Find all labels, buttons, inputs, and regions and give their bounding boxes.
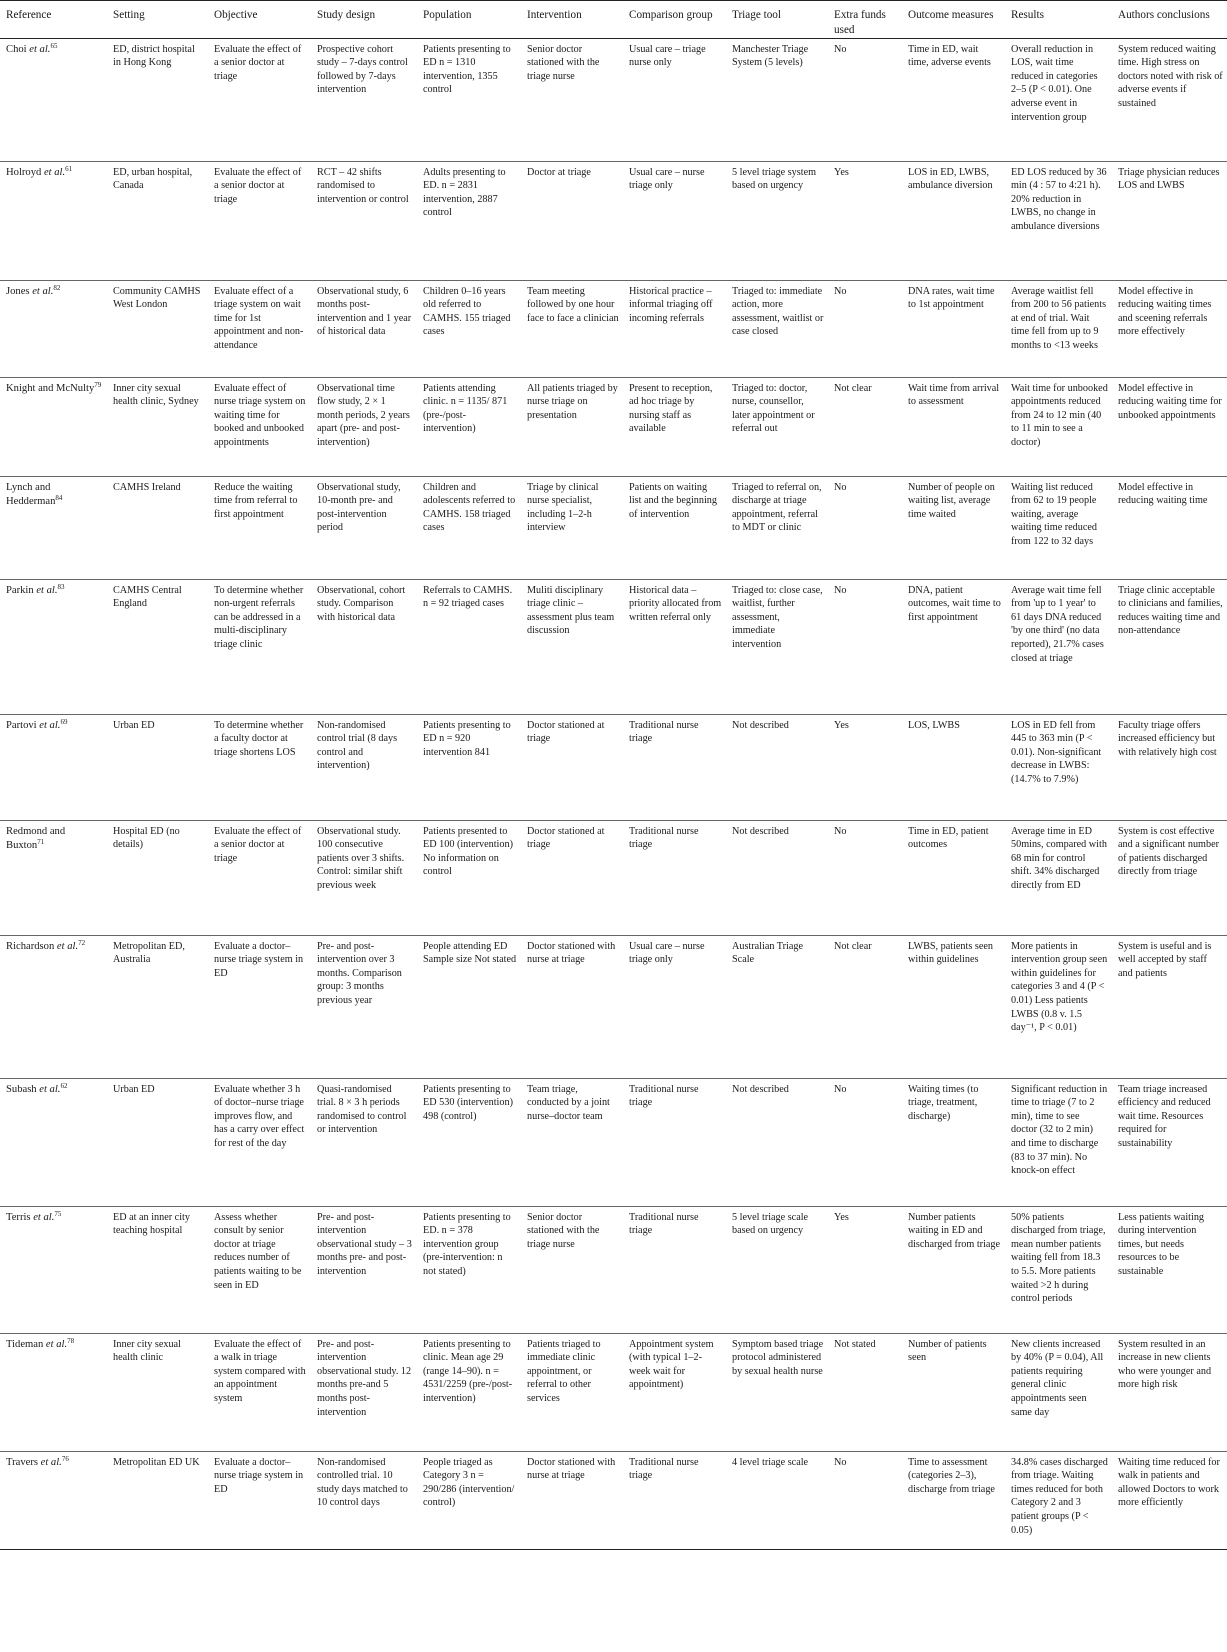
- reference-citation-number: 76: [61, 1454, 69, 1463]
- cell-objective: Reduce the waiting time from referral to first appointment: [208, 476, 311, 579]
- cell-objective: Evaluate the effect of a walk in triage system compared with an appointment system: [208, 1333, 311, 1451]
- cell-design: Observational time flow study, 2 × 1 month periods, 2 years apart (pre- and post-intervention): [311, 377, 417, 476]
- cell-objective: Evaluate the effect of a senior doctor at triage: [208, 820, 311, 935]
- cell-comparison: Historical practice – informal triaging off incoming referrals: [623, 280, 726, 377]
- cell-objective: Evaluate effect of a triage system on wait time for 1st appointment and non-attendance: [208, 280, 311, 377]
- cell-reference: [0, 377, 107, 476]
- cell-design: Observational study, 10-month pre- and post-intervention period: [311, 476, 417, 579]
- cell-conclusions: Team triage increased efficiency and reduced wait time. Resources required for sustainability: [1112, 1078, 1227, 1206]
- cell-setting: Inner city sexual health clinic, Sydney: [107, 377, 208, 476]
- reference-citation-number: 78: [67, 1336, 75, 1345]
- cell-population: People attending ED Sample size Not stated: [417, 935, 521, 1078]
- reference-author: Terris: [6, 1211, 31, 1223]
- cell-comparison: Historical data – priority allocated from written referral only: [623, 579, 726, 714]
- cell-intervention: Muliti disciplinary triage clinic – assessment plus team discussion: [521, 579, 623, 714]
- cell-setting: ED, district hospital in Hong Kong: [107, 38, 208, 161]
- cell-reference: [0, 38, 107, 161]
- table-row: [0, 820, 1227, 935]
- cell-funds: Yes: [828, 714, 902, 820]
- cell-design: Observational, cohort study. Comparison with historical data: [311, 579, 417, 714]
- cell-comparison: Usual care – nurse triage only: [623, 161, 726, 280]
- cell-tool: Australian Triage Scale: [726, 935, 828, 1078]
- cell-population: Children and adolescents referred to CAMHS. 158 triaged cases: [417, 476, 521, 579]
- reference-citation-number: 84: [55, 493, 63, 502]
- cell-results: Significant reduction in time to triage (7 to 2 min), time to see doctor (32 to 2 min) and time to discharge (83 to 37 min). No knock-on effect: [1005, 1078, 1112, 1206]
- cell-tool: Manchester Triage System (5 levels): [726, 38, 828, 161]
- cell-results: Average waitlist fell from 200 to 56 patients at end of trial. Wait time fell from up to 9 months to <13 weeks: [1005, 280, 1112, 377]
- cell-results: Waiting list reduced from 62 to 19 people waiting, average waiting time reduced from 122 to 32 days: [1005, 476, 1112, 579]
- cell-tool: 4 level triage scale: [726, 1451, 828, 1549]
- cell-population: Patients presented to ED 100 (intervention) No information on control: [417, 820, 521, 935]
- cell-comparison: Traditional nurse triage: [623, 1078, 726, 1206]
- cell-conclusions: System is useful and is well accepted by staff and patients: [1112, 935, 1227, 1078]
- cell-funds: Not clear: [828, 935, 902, 1078]
- table-row: [0, 161, 1227, 280]
- cell-conclusions: System reduced waiting time. High stress on doctors noted with risk of adverse events if sustained: [1112, 38, 1227, 161]
- cell-objective: Evaluate the effect of a senior doctor at triage: [208, 161, 311, 280]
- cell-conclusions: System resulted in an increase in new clients who were younger and more high risk: [1112, 1333, 1227, 1451]
- table-body: [0, 38, 1227, 1549]
- reference-et-al: et al.: [26, 43, 51, 55]
- cell-design: Pre- and post-intervention over 3 months. Comparison group: 3 months previous year: [311, 935, 417, 1078]
- cell-intervention: All patients triaged by nurse triage on presentation: [521, 377, 623, 476]
- cell-objective: Evaluate effect of nurse triage system on waiting time for booked and unbooked appointments: [208, 377, 311, 476]
- cell-reference: [0, 476, 107, 579]
- cell-results: New clients increased by 40% (P = 0.04), All patients requiring general clinic appointments seen same day: [1005, 1333, 1112, 1451]
- cell-reference: [0, 1333, 107, 1451]
- cell-setting: Urban ED: [107, 1078, 208, 1206]
- cell-design: Non-randomised control trial (8 days control and intervention): [311, 714, 417, 820]
- reference-author: Parkin: [6, 584, 34, 596]
- reference-citation-number: 65: [50, 41, 58, 50]
- reference-et-al: et al.: [33, 584, 58, 596]
- cell-objective: Evaluate a doctor–nurse triage system in ED: [208, 1451, 311, 1549]
- cell-outcomes: Number of people on waiting list, average time waited: [902, 476, 1005, 579]
- cell-outcomes: Waiting times (to triage, treatment, discharge): [902, 1078, 1005, 1206]
- table-row: [0, 1206, 1227, 1333]
- cell-intervention: Senior doctor stationed with the triage nurse: [521, 38, 623, 161]
- cell-design: Non-randomised controlled trial. 10 study days matched to 10 control days: [311, 1451, 417, 1549]
- cell-conclusions: Waiting time reduced for walk in patients and allowed Doctors to work more efficiently: [1112, 1451, 1227, 1549]
- cell-conclusions: Triage clinic acceptable to clinicians and families, reduces waiting time and non-attendance: [1112, 579, 1227, 714]
- cell-population: Patients attending clinic. n = 1135/ 871 (pre-/post-intervention): [417, 377, 521, 476]
- cell-comparison: Usual care – triage nurse only: [623, 38, 726, 161]
- table-row: [0, 714, 1227, 820]
- cell-tool: 5 level triage scale based on urgency: [726, 1206, 828, 1333]
- table-row: [0, 38, 1227, 161]
- cell-results: Wait time for unbooked appointments reduced from 24 to 12 min (40 to 11 min to see a doctor): [1005, 377, 1112, 476]
- reference-et-al: et al.: [43, 1338, 68, 1350]
- reference-citation-number: 83: [57, 582, 65, 591]
- cell-conclusions: Model effective in reducing waiting times and sceening referrals more effectively: [1112, 280, 1227, 377]
- cell-objective: To determine whether a faculty doctor at triage shortens LOS: [208, 714, 311, 820]
- cell-funds: No: [828, 1078, 902, 1206]
- cell-tool: Triaged to referral on, discharge at triage appointment, referral to MDT or clinic: [726, 476, 828, 579]
- reference-citation-number: 75: [54, 1209, 62, 1218]
- table-row: [0, 1451, 1227, 1549]
- reference-et-al: et al.: [29, 285, 54, 297]
- reference-et-al: et al.: [54, 940, 79, 952]
- cell-population: Children 0–16 years old referred to CAMHS. 155 triaged cases: [417, 280, 521, 377]
- cell-results: Average wait time fell from 'up to 1 year' to 61 days DNA reduced 'by one third' (no data reported), 21.7% cases closed at triage: [1005, 579, 1112, 714]
- cell-design: Pre- and post-intervention observational study – 3 months pre- and post-intervention: [311, 1206, 417, 1333]
- cell-funds: Not stated: [828, 1333, 902, 1451]
- cell-results: Average time in ED 50mins, compared with 68 min for control shift. 34% discharged directly from ED: [1005, 820, 1112, 935]
- cell-outcomes: LOS, LWBS: [902, 714, 1005, 820]
- cell-setting: Urban ED: [107, 714, 208, 820]
- cell-conclusions: Less patients waiting during intervention times, but needs resources to be sustainable: [1112, 1206, 1227, 1333]
- header-intervention: Intervention: [521, 1, 623, 39]
- cell-comparison: Patients on waiting list and the beginning of intervention: [623, 476, 726, 579]
- cell-funds: Yes: [828, 161, 902, 280]
- cell-design: Prospective cohort study – 7-days control followed by 7-days intervention: [311, 38, 417, 161]
- cell-outcomes: Time in ED, patient outcomes: [902, 820, 1005, 935]
- cell-intervention: Patients triaged to immediate clinic appointment, or referral to other services: [521, 1333, 623, 1451]
- cell-intervention: Doctor at triage: [521, 161, 623, 280]
- reference-citation-number: 69: [60, 717, 68, 726]
- reference-author: Lynch and Hedderman: [6, 481, 56, 507]
- cell-setting: CAMHS Ireland: [107, 476, 208, 579]
- cell-conclusions: Model effective in reducing waiting time for unbooked appointments: [1112, 377, 1227, 476]
- cell-setting: ED, urban hospital, Canada: [107, 161, 208, 280]
- reference-et-al: et al.: [37, 1456, 62, 1468]
- cell-reference: [0, 280, 107, 377]
- cell-tool: Not described: [726, 1078, 828, 1206]
- cell-funds: No: [828, 1451, 902, 1549]
- cell-population: Patients presenting to clinic. Mean age 29 (range 14–90). n = 4531/2259 (pre-/post-intervention): [417, 1333, 521, 1451]
- cell-results: More patients in intervention group seen within guidelines for categories 3 and 4 (P < 0.01) Less patients LWBS (0.8 v. 1.5 day⁻¹, P < 0.01): [1005, 935, 1112, 1078]
- cell-objective: Evaluate a doctor–nurse triage system in ED: [208, 935, 311, 1078]
- reference-et-al: et al.: [41, 166, 66, 178]
- header-comparison-group: Comparison group: [623, 1, 726, 39]
- reference-citation-number: 72: [78, 938, 86, 947]
- header-reference: Reference: [0, 1, 107, 39]
- cell-population: Patients presenting to ED n = 1310 intervention, 1355 control: [417, 38, 521, 161]
- cell-outcomes: Time in ED, wait time, adverse events: [902, 38, 1005, 161]
- header-population: Population: [417, 1, 521, 39]
- cell-conclusions: Model effective in reducing waiting time: [1112, 476, 1227, 579]
- cell-outcomes: Number patients waiting in ED and discharged from triage: [902, 1206, 1005, 1333]
- header-outcome-measures: Outcome measures: [902, 1, 1005, 39]
- cell-reference: [0, 161, 107, 280]
- reference-author: Holroyd: [6, 166, 42, 178]
- cell-results: ED LOS reduced by 36 min (4 : 57 to 4:21 h). 20% reduction in LWBS, no change in ambulance diversions: [1005, 161, 1112, 280]
- cell-objective: Assess whether consult by senior doctor at triage reduces number of patients waiting to be seen in ED: [208, 1206, 311, 1333]
- cell-tool: Not described: [726, 820, 828, 935]
- cell-results: LOS in ED fell from 445 to 363 min (P < 0.01). Non-significant decrease in LWBS: (14.7% to 7.9%): [1005, 714, 1112, 820]
- cell-design: Observational study, 6 months post-intervention and 1 year of historical data: [311, 280, 417, 377]
- cell-intervention: Doctor stationed with nurse at triage: [521, 935, 623, 1078]
- cell-intervention: Doctor stationed at triage: [521, 714, 623, 820]
- cell-setting: Metropolitan ED UK: [107, 1451, 208, 1549]
- cell-comparison: Appointment system (with typical 1–2-week wait for appointment): [623, 1333, 726, 1451]
- table-row: [0, 280, 1227, 377]
- cell-outcomes: LWBS, patients seen within guidelines: [902, 935, 1005, 1078]
- cell-intervention: Team meeting followed by one hour face to face a clinician: [521, 280, 623, 377]
- cell-tool: Triaged to: doctor, nurse, counsellor, later appointment or referral out: [726, 377, 828, 476]
- cell-intervention: Doctor stationed at triage: [521, 820, 623, 935]
- cell-objective: Evaluate the effect of a senior doctor at triage: [208, 38, 311, 161]
- cell-setting: ED at an inner city teaching hospital: [107, 1206, 208, 1333]
- cell-tool: Not described: [726, 714, 828, 820]
- cell-design: Observational study. 100 consecutive patients over 3 shifts. Control: similar shift previous week: [311, 820, 417, 935]
- reference-citation-number: 71: [37, 837, 45, 846]
- reference-citation-number: 62: [60, 1081, 68, 1090]
- reference-author: Richardson: [6, 940, 55, 952]
- cell-objective: Evaluate whether 3 h of doctor–nurse triage improves flow, and has a carry over effect for rest of the day: [208, 1078, 311, 1206]
- cell-reference: [0, 714, 107, 820]
- reference-citation-number: 82: [53, 283, 61, 292]
- header-extra-funds: Extra funds used: [828, 1, 902, 39]
- cell-outcomes: DNA, patient outcomes, wait time to first appointment: [902, 579, 1005, 714]
- cell-design: Quasi-randomised trial. 8 × 3 h periods randomised to control or intervention: [311, 1078, 417, 1206]
- reference-author: Travers: [6, 1456, 38, 1468]
- header-results: Results: [1005, 1, 1112, 39]
- cell-comparison: Usual care – nurse triage only: [623, 935, 726, 1078]
- header-study-design: Study design: [311, 1, 417, 39]
- cell-intervention: Team triage, conducted by a joint nurse–doctor team: [521, 1078, 623, 1206]
- table-row: [0, 377, 1227, 476]
- cell-funds: No: [828, 38, 902, 161]
- cell-reference: [0, 935, 107, 1078]
- reference-et-al: et al.: [36, 719, 61, 731]
- cell-design: RCT – 42 shifts randomised to intervention or control: [311, 161, 417, 280]
- cell-setting: Inner city sexual health clinic: [107, 1333, 208, 1451]
- cell-setting: Hospital ED (no details): [107, 820, 208, 935]
- cell-funds: No: [828, 820, 902, 935]
- header-authors-conclusions: Authors conclusions: [1112, 1, 1227, 39]
- header-objective: Objective: [208, 1, 311, 39]
- cell-reference: [0, 1451, 107, 1549]
- cell-comparison: Traditional nurse triage: [623, 820, 726, 935]
- cell-design: Pre- and post-intervention observational study. 12 months pre-and 5 months post-intervention: [311, 1333, 417, 1451]
- table-header: [0, 1, 1227, 39]
- reference-author: Redmond and Buxton: [6, 825, 66, 851]
- cell-funds: No: [828, 476, 902, 579]
- cell-results: 50% patients discharged from triage, mean number patients waiting fell from 18.3 to 5.5. More patients waited >2 h during control periods: [1005, 1206, 1112, 1333]
- cell-setting: Community CAMHS West London: [107, 280, 208, 377]
- table-row: [0, 476, 1227, 579]
- cell-population: Patients presenting to ED. n = 378 intervention group (pre-intervention: n not stated): [417, 1206, 521, 1333]
- cell-results: Overall reduction in LOS, wait time reduced in categories 2–5 (P < 0.01). One adverse event in intervention group: [1005, 38, 1112, 161]
- cell-objective: To determine whether non-urgent referrals can be addressed in a multi-disciplinary triage clinic: [208, 579, 311, 714]
- reference-author: Choi: [6, 43, 27, 55]
- cell-tool: Symptom based triage protocol administered by sexual health nurse: [726, 1333, 828, 1451]
- table-row: [0, 1078, 1227, 1206]
- cell-outcomes: Wait time from arrival to assessment: [902, 377, 1005, 476]
- cell-setting: Metropolitan ED, Australia: [107, 935, 208, 1078]
- cell-population: Patients presenting to ED n = 920 intervention 841: [417, 714, 521, 820]
- cell-intervention: Doctor stationed with nurse at triage: [521, 1451, 623, 1549]
- cell-comparison: Traditional nurse triage: [623, 714, 726, 820]
- reference-author: Tideman: [6, 1338, 44, 1350]
- cell-tool: 5 level triage system based on urgency: [726, 161, 828, 280]
- cell-population: Adults presenting to ED. n = 2831 intervention, 2887 control: [417, 161, 521, 280]
- cell-intervention: Triage by clinical nurse specialist, including 1–2-h interview: [521, 476, 623, 579]
- cell-reference: [0, 1078, 107, 1206]
- cell-intervention: Senior doctor stationed with the triage nurse: [521, 1206, 623, 1333]
- cell-outcomes: Number of patients seen: [902, 1333, 1005, 1451]
- cell-reference: [0, 579, 107, 714]
- reference-et-al: et al.: [30, 1211, 55, 1223]
- cell-tool: Triaged to: close case, waitlist, further assessment, immediate intervention: [726, 579, 828, 714]
- cell-setting: CAMHS Central England: [107, 579, 208, 714]
- reference-author: Jones: [6, 285, 30, 297]
- cell-comparison: Traditional nurse triage: [623, 1451, 726, 1549]
- reference-citation-number: 79: [94, 380, 102, 389]
- reference-et-al: et al.: [36, 1083, 61, 1095]
- cell-conclusions: Triage physician reduces LOS and LWBS: [1112, 161, 1227, 280]
- table-row: [0, 935, 1227, 1078]
- reference-author: Knight and McNulty: [6, 382, 95, 394]
- cell-outcomes: LOS in ED, LWBS, ambulance diversion: [902, 161, 1005, 280]
- cell-funds: No: [828, 280, 902, 377]
- table-row: [0, 579, 1227, 714]
- reference-author: Subash: [6, 1083, 37, 1095]
- cell-population: People triaged as Category 3 n = 290/286 (intervention/ control): [417, 1451, 521, 1549]
- cell-outcomes: DNA rates, wait time to 1st appointment: [902, 280, 1005, 377]
- reference-author: Partovi: [6, 719, 37, 731]
- table-row: [0, 1333, 1227, 1451]
- header-triage-tool: Triage tool: [726, 1, 828, 39]
- cell-population: Patients presenting to ED 530 (intervention) 498 (control): [417, 1078, 521, 1206]
- reference-citation-number: 61: [65, 164, 73, 173]
- cell-results: 34.8% cases discharged from triage. Waiting times reduced for both Category 2 and 3 patient groups (P < 0.05): [1005, 1451, 1112, 1549]
- cell-reference: [0, 820, 107, 935]
- cell-comparison: Present to reception, ad hoc triage by nursing staff as available: [623, 377, 726, 476]
- cell-funds: Not clear: [828, 377, 902, 476]
- cell-population: Referrals to CAMHS. n = 92 triaged cases: [417, 579, 521, 714]
- cell-reference: [0, 1206, 107, 1333]
- cell-funds: No: [828, 579, 902, 714]
- cell-outcomes: Time to assessment (categories 2–3), discharge from triage: [902, 1451, 1005, 1549]
- cell-tool: Triaged to: immediate action, more assessment, waitlist or case closed: [726, 280, 828, 377]
- cell-comparison: Traditional nurse triage: [623, 1206, 726, 1333]
- header-setting: Setting: [107, 1, 208, 39]
- cell-conclusions: System is cost effective and a significant number of patients discharged directly from triage: [1112, 820, 1227, 935]
- cell-funds: Yes: [828, 1206, 902, 1333]
- cell-conclusions: Faculty triage offers increased efficiency but with relatively high cost: [1112, 714, 1227, 820]
